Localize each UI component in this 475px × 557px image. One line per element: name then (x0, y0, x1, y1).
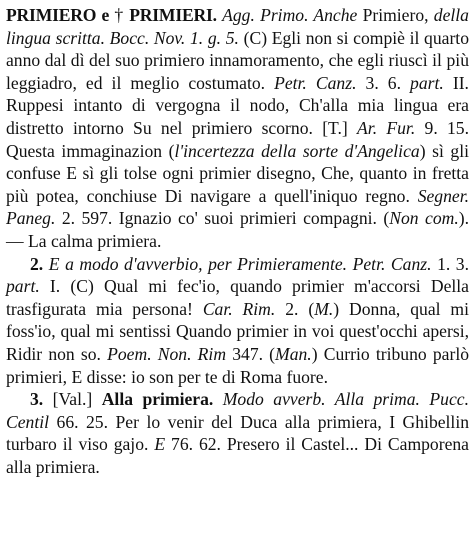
headword-primieri: PRIMIERI. (129, 5, 217, 25)
quote-bocc: (C) Egli non si compiè il quarto anno dal dì del suo primiero innamoramento, che egli riuscì il più leggiadro, ed il meglio costumato. (6, 27, 469, 93)
citation-petr-part: part. (410, 72, 444, 93)
citation-petr-2-number: 1. 3. (437, 253, 470, 274)
non-com-note: Non com. (389, 208, 459, 229)
citation-petr: Petr. Canz. (274, 72, 357, 93)
sense-2-number: 2. (30, 253, 44, 274)
quote-car: ) Donna, qual mi foss'io, qual mi sentissi Quando primier in voi quest'occhi apersi, Ridir non so. (6, 298, 470, 364)
quote-ar-fur-end: ) sì gli confuse E sì gli tolse ogni primier disegno, Che, quanto in fretta più potea, conchiuse Di navigare a quell'iniquo regno. (6, 140, 469, 206)
sense-3-label: Modo avverb. Alla prima. (222, 389, 420, 410)
sense-3-paragraph (6, 388, 469, 478)
citation-petr-number: 3. 6. (365, 72, 401, 93)
citation-petr-2-part-number: I. (49, 276, 61, 297)
variant-form: Primiero, (362, 5, 429, 25)
citation-poem: Poem. Non. Rim (107, 343, 227, 364)
sense-2-paragraph (6, 253, 469, 389)
quote-petr-2: (C) Qual mi fec'io, quando primier m'accorsi Della trasfigurata mia persona! (6, 276, 469, 319)
register-note: della lingua scritta. (6, 5, 469, 48)
citation-bocc: Bocc. Nov. 1. g. 5. (109, 27, 239, 48)
sense-3-number: 3. (30, 389, 44, 410)
citation-ar-fur-number: 9. 15. (424, 117, 469, 138)
citation-e: E (154, 434, 166, 455)
citation-pucc-number: 66. 25. (56, 411, 108, 432)
citation-car: Car. Rim. (202, 298, 276, 319)
quote-pucc: Per lo venir del Duca alla primiera, I Ghibellin turbaro il viso gajo. (6, 411, 470, 455)
sense-3-phrase: Alla primiera. (101, 389, 214, 410)
citation-poem-source: Man. (275, 343, 312, 364)
citation-ar-fur: Ar. Fur. (357, 117, 416, 138)
headword-conjunction: e (101, 5, 110, 25)
quote-segner: Ignazio co' suoi primieri compagni. ( (118, 208, 390, 229)
quote-petr: Ruppesi intanto di vergogna il nodo, Ch'alla mia lingua era distretto intorno Su nel primiero scorno. (6, 95, 469, 138)
gloss-angelica: l'incertezza della sorte d'Angelica (174, 140, 420, 161)
citation-car-source: M. (314, 298, 334, 319)
citation-segner: Segner. Paneg. (6, 185, 469, 229)
citation-car-number: 2. ( (285, 298, 315, 319)
citation-poem-number: 347. ( (232, 343, 276, 364)
sense-2-label: E a modo d'avverbio, per Primieramente. (48, 253, 348, 274)
sense-1-paragraph (6, 4, 469, 253)
quote-castel: Presero il Castel... Di Camporena alla primiera. (6, 434, 469, 477)
citation-petr-part-number: II. (452, 72, 469, 93)
citation-petr-2-part: part. (6, 276, 40, 297)
sense-3-tag: [Val.] (52, 389, 93, 410)
citation-pucc: Pucc. Centil (6, 389, 469, 432)
example-calma: ). — La calma primiera. (6, 208, 469, 251)
quote-poem: ) Currio tribuno parlò primieri, E disse: io son per te di Roma fuore. (6, 343, 469, 387)
citation-segner-number: 2. 597. (61, 208, 113, 229)
dictionary-entry (6, 4, 469, 478)
citation-petr-2: Petr. Canz. (352, 253, 432, 274)
obsolete-dagger-mark: † (114, 5, 124, 25)
headword-primiero: PRIMIERO (6, 5, 97, 25)
quote-ar-fur-start: Questa immaginazion ( (6, 140, 175, 161)
tag-t: [T.] (322, 117, 348, 138)
citation-e-number: 76. 62. (171, 434, 221, 455)
grammar-note: Agg. Primo. Anche (222, 5, 358, 25)
